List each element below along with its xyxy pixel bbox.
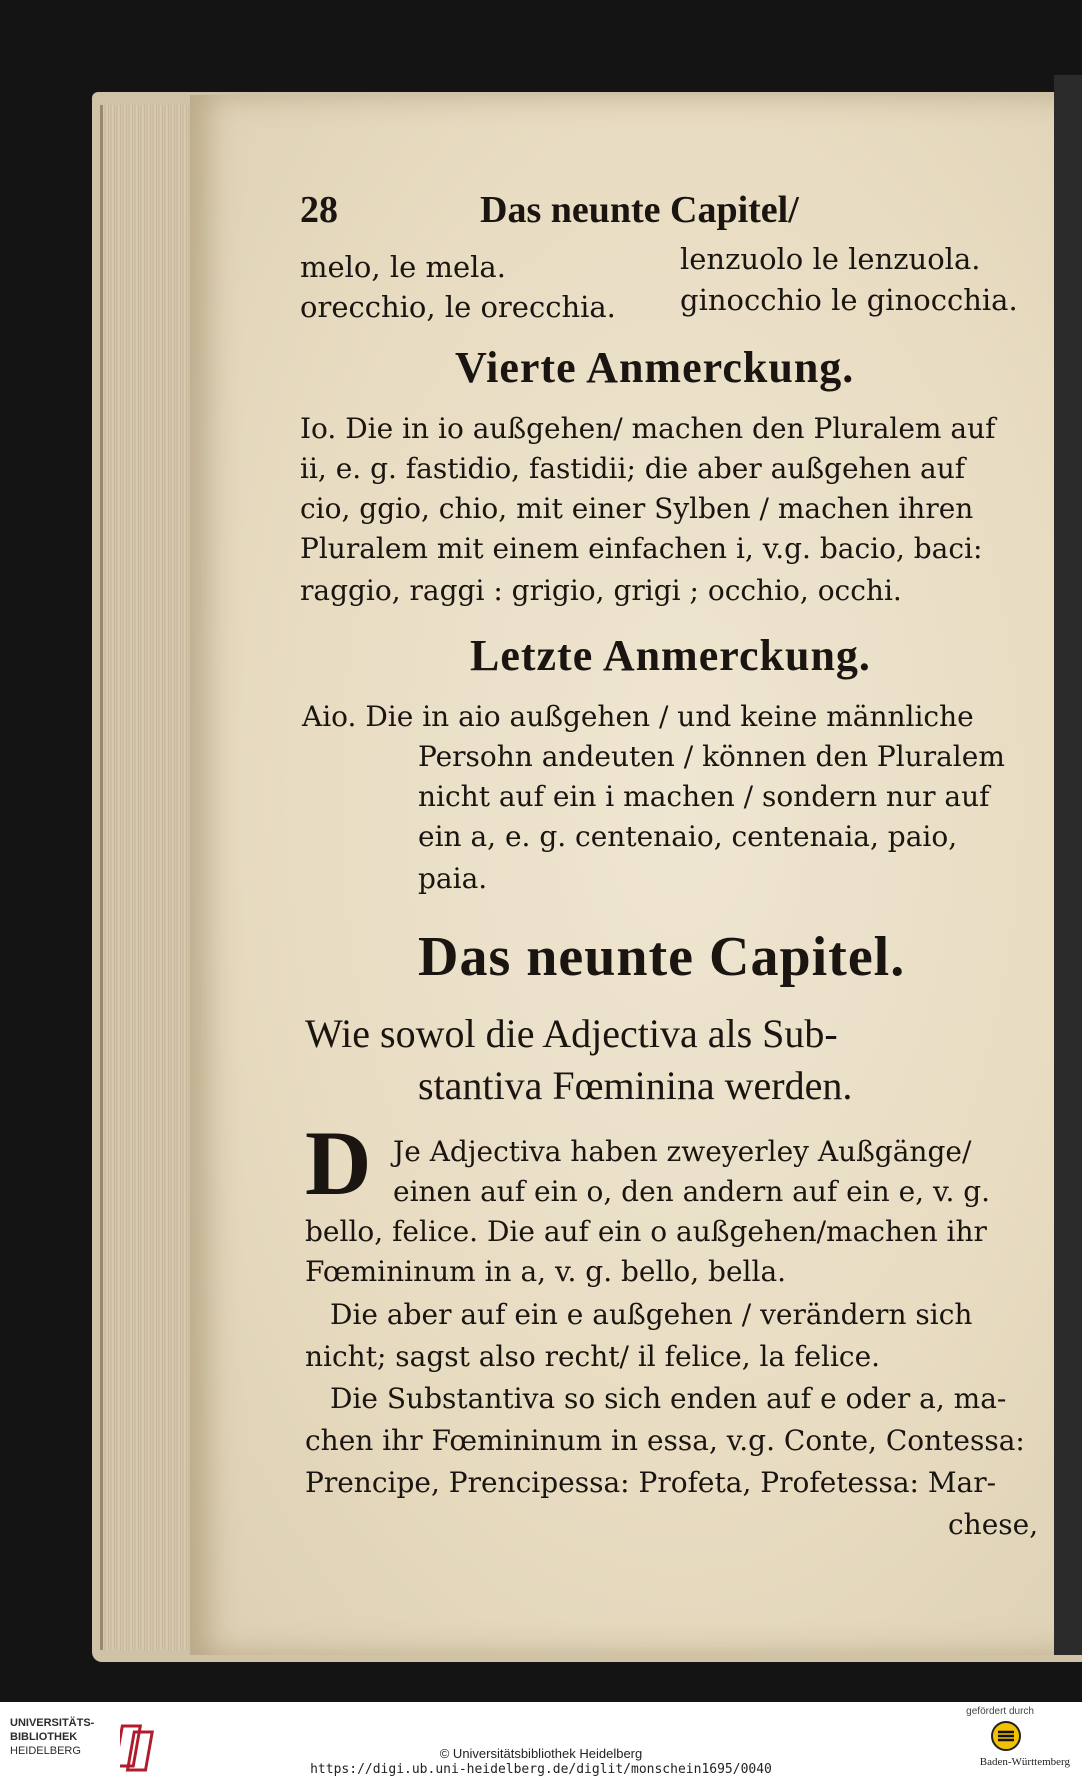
book-page: [190, 95, 1082, 1655]
scanner-edge: [1054, 75, 1082, 1655]
text-line: Pluralem mit einem einfachen i, v.g. bacio, baci:: [300, 532, 983, 565]
copyright-text: © Universitätsbibliothek Heidelberg: [439, 1746, 643, 1761]
text-line: Fœmininum in a, v. g. bello, bella.: [305, 1255, 787, 1288]
text-line: Je Adjectiva haben zweyerley Außgänge/: [393, 1135, 972, 1168]
text-line: Io. Die in io außgehen/ machen den Pluralem auf: [300, 412, 996, 445]
funder-name: Baden-Württemberg: [979, 1756, 1070, 1768]
catchword: chese,: [948, 1508, 1039, 1541]
viewer-footer: [0, 1702, 1082, 1779]
text-line: bello, felice. Die auf ein o außgehen/machen ihr: [305, 1215, 987, 1248]
text-line: chen ihr Fœmininum in essa, v.g. Conte, Contessa:: [305, 1424, 1025, 1457]
text-line: Aio. Die in aio außgehen / und keine männliche: [302, 700, 974, 733]
text-line: cio, ggio, chio, mit einer Sylben / machen ihren: [300, 492, 974, 525]
word-pair-left: orecchio, le orecchia.: [300, 290, 616, 324]
text-line: ii, e. g. fastidio, fastidii; die aber außgehen auf: [300, 452, 966, 485]
text-line: Persohn andeuten / können den Pluralem: [418, 740, 1005, 773]
text-line: Die Substantiva so sich enden auf e oder a, ma-: [330, 1382, 1007, 1415]
text-line: ein a, e. g. centenaio, centenaia, paio,: [418, 820, 958, 853]
text-line: nicht auf ein i machen / sondern nur auf: [418, 780, 990, 813]
page-number: 28: [300, 189, 338, 231]
chapter-title: Das neunte Capitel.: [418, 926, 906, 988]
running-title: Das neunte Capitel/: [480, 189, 799, 231]
permalink[interactable]: https://digi.ub.uni-heidelberg.de/diglit/monschein1695/0040: [310, 1762, 772, 1777]
logo-text: UNIVERSITÄTS-: [10, 1717, 95, 1729]
text-line: paia.: [418, 862, 488, 895]
word-pair-right: lenzuolo le lenzuola.: [680, 242, 981, 276]
text-line: Prencipe, Prencipessa: Profeta, Profetessa: Mar-: [305, 1466, 997, 1499]
logo-text: HEIDELBERG: [10, 1745, 81, 1757]
drop-cap: D: [305, 1112, 372, 1214]
text-line: nicht; sagst also recht/ il felice, la felice.: [305, 1340, 881, 1373]
section-heading: Letzte Anmerckung.: [470, 631, 871, 680]
logo-text: BIBLIOTHEK: [10, 1731, 78, 1743]
text-line: einen auf ein o, den andern auf ein e, v. g.: [393, 1175, 991, 1208]
text-line: Die aber auf ein e außgehen / verändern sich: [330, 1298, 973, 1331]
word-pair-left: melo, le mela.: [300, 250, 506, 284]
text-line: raggio, raggi : grigio, grigi ; occhio, occhi.: [300, 574, 902, 607]
word-pair-right: ginocchio le ginocchia.: [680, 283, 1018, 317]
chapter-subtitle: stantiva Fœminina werden.: [418, 1063, 853, 1108]
section-heading: Vierte Anmerckung.: [455, 343, 855, 392]
funded-by-label: gefördert durch: [966, 1706, 1034, 1717]
state-crest-icon[interactable]: [990, 1720, 1022, 1752]
chapter-subtitle: Wie sowol die Adjectiva als Sub-: [305, 1011, 838, 1056]
